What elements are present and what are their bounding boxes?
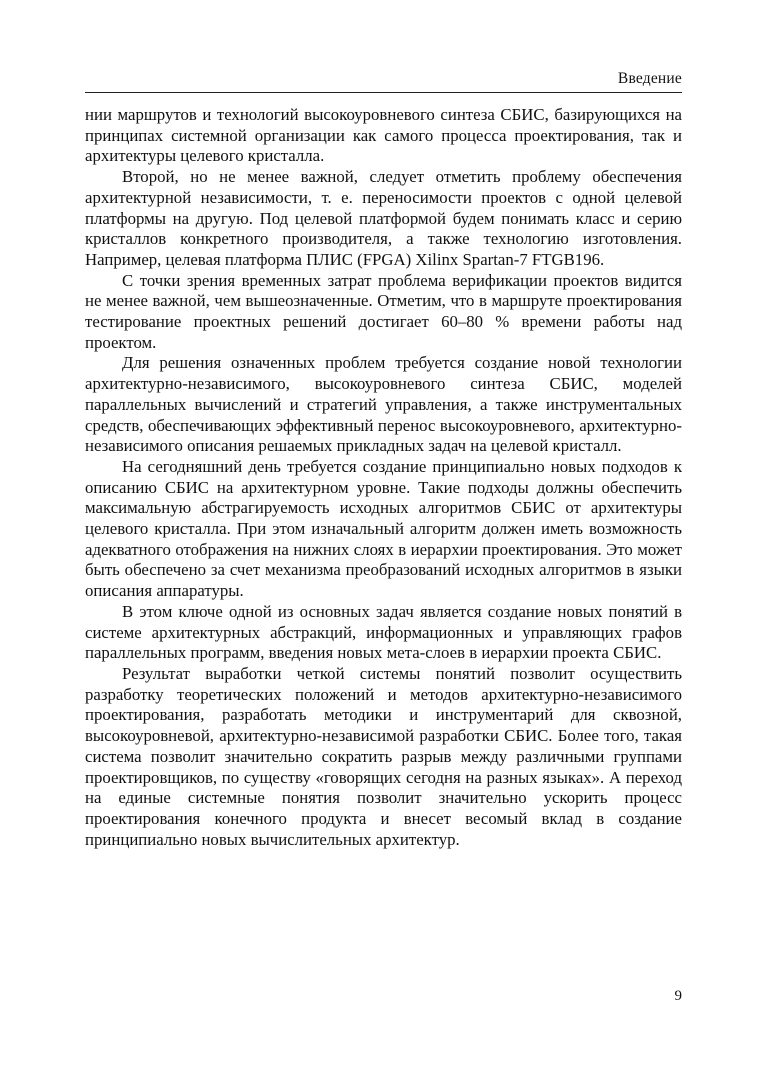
paragraph: В этом ключе одной из основных задач является создание новых понятий в системе архитектурных абстракций, информационных и управляющих графов параллельных программ, введения новых мета-слоев в иерархии проекта СБИС. — [85, 601, 682, 663]
paragraph: На сегодняшний день требуется создание принципиально новых подходов к описанию СБИС на архитектурном уровне. Такие подходы должны обеспечить максимальную абстрагируемость исходных алгоритмов СБИС от архитектуры целевого кристалла. При этом изначальный алгоритм должен иметь возможность адекватного отображения на нижних слоях в иерархии проектирования. Это может быть обеспечено за счет механизма преобразований исходных алгоритмов в языки описания аппаратуры. — [85, 456, 682, 601]
paragraph: нии маршрутов и технологий высокоуровневого синтеза СБИС, базирующихся на принципах системной организации как самого процесса проектирования, так и архитектуры целевого кристалла. — [85, 105, 682, 166]
paragraph: Второй, но не менее важной, следует отметить проблему обеспечения архитектурной независимости, т. е. переносимости проектов с одной целевой платформы на другую. Под целевой платформой будем понимать класс и серию кристаллов конкретного производителя, а также технологию изготовления. Например, целевая платформа ПЛИС (FPGA) Xilinx Spartan-7 FTGB196. — [85, 167, 682, 269]
paragraph: С точки зрения временных затрат проблема верификации проектов видится не менее важной, чем вышеозначенные. Отметим, что в маршруте проектирования тестирование проектных решений достигает 60–80 % времени работы над проектом. — [85, 270, 682, 352]
running-head: Введение — [617, 70, 682, 87]
page-content — [85, 105, 682, 850]
page-number: 9 — [674, 988, 682, 1004]
header-rule — [85, 92, 682, 93]
paragraph: Для решения означенных проблем требуется создание новой технологии архитектурно-независимого, высокоуровневого синтеза СБИС, моделей параллельных вычислений и стратегий управления, а также инструментальных средств, обеспечивающих эффективный перенос высокоуровневого, архитектурно-независимого описания решаемых прикладных задач на целевой кристалл. — [85, 353, 682, 456]
paragraph: Результат выработки четкой системы понятий позволит осуществить разработку теоретических положений и методов архитектурно-независимого проектирования, разработать методики и инструментарий для сквозной, высокоуровневой, архитектурно-независимой разработки СБИС. Более того, такая система позволит значительно сократить разрыв между различными группами проектировщиков, по существу «говорящих сегодня на разных языках». А переход на единые системные понятия позволит значительно ускорить процесс проектирования конечного продукта и внесет весомый вклад в создание принципиально новых вычислительных архитектур. — [85, 663, 682, 849]
